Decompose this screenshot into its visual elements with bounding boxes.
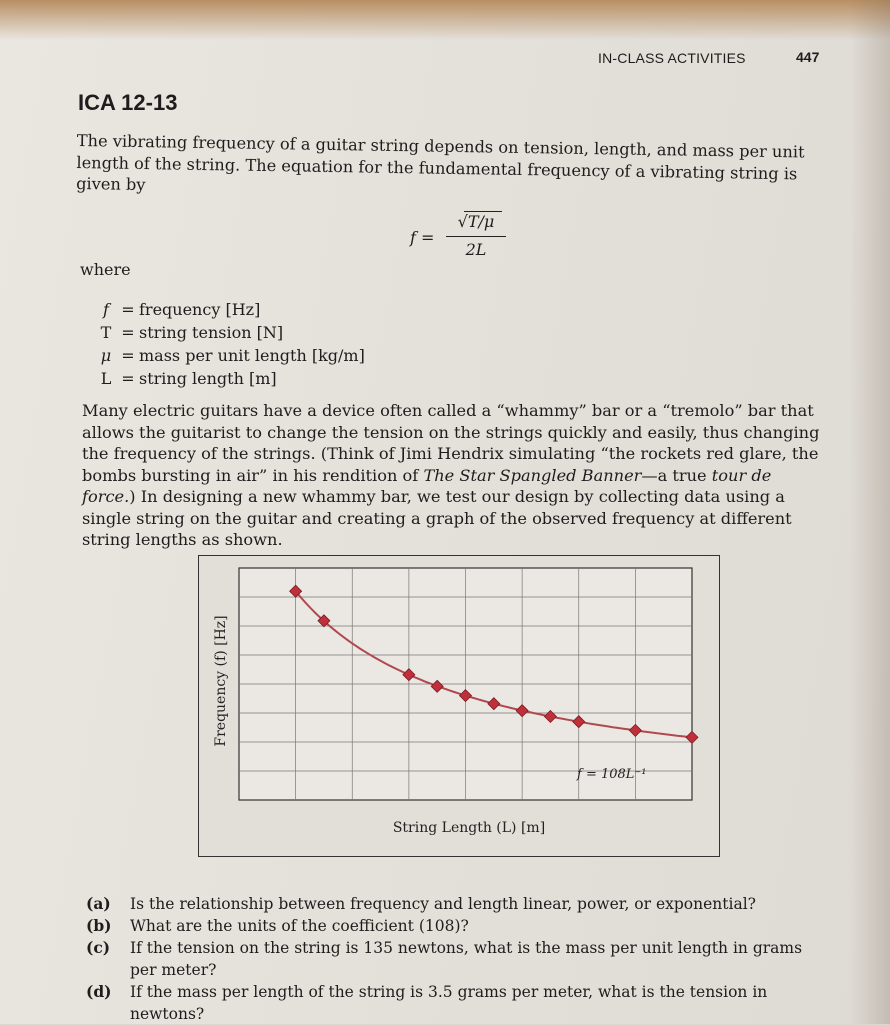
definition-symbol: μ xyxy=(100,346,112,365)
chart-canvas xyxy=(199,556,719,856)
page-curl-shadow xyxy=(850,0,890,1024)
definition-text: mass per unit length [kg/m] xyxy=(139,346,365,365)
definition-symbol: L xyxy=(100,369,112,388)
question-label: (c) xyxy=(86,938,111,957)
question-text: What are the units of the coefficient (108)? xyxy=(130,917,469,935)
body-italic-phrase: tour de force. xyxy=(82,465,772,506)
definition-symbol: f xyxy=(103,300,109,319)
definition-equals: = xyxy=(121,369,135,388)
running-header xyxy=(560,48,860,70)
definition-symbol: T xyxy=(100,323,112,342)
frequency-length-chart xyxy=(198,555,720,857)
formula-denominator: 2L xyxy=(465,240,487,259)
question-item xyxy=(86,893,826,915)
body-text-3: ) In designing a new whammy bar, we test our design by collecting data using a single string on the guitar and creating a graph of the observed frequency at different string lengths as shown. xyxy=(82,487,792,549)
section-label: IN-CLASS ACTIVITIES xyxy=(598,50,746,66)
fraction-bar xyxy=(446,236,506,237)
definition-row xyxy=(95,344,365,367)
formula-numerator: √T/μ xyxy=(457,212,495,231)
definition-row xyxy=(95,321,365,344)
definition-equals: = xyxy=(121,300,135,319)
definition-text: frequency [Hz] xyxy=(139,300,261,319)
definition-equals: = xyxy=(121,323,135,342)
intro-paragraph: The vibrating frequency of a guitar string depends on tension, length, and mass per unit length of the string. The equation for the fundamental frequency of a vibrating string is given by xyxy=(76,130,805,195)
x-axis-label: String Length (L) [m] xyxy=(392,820,546,836)
question-item xyxy=(86,981,826,1025)
question-item xyxy=(86,915,826,937)
definition-text: string tension [N] xyxy=(139,323,284,342)
activity-title: ICA 12-13 xyxy=(78,90,178,115)
question-text: If the mass per length of the string is 3.5 grams per meter, what is the tension in newtons? xyxy=(130,983,768,1023)
definition-row xyxy=(95,298,365,321)
question-label: (a) xyxy=(86,894,111,913)
where-label: where xyxy=(80,260,131,279)
frequency-formula xyxy=(410,210,520,264)
definition-row xyxy=(95,367,365,390)
variable-definitions xyxy=(95,298,365,390)
y-axis-label: Frequency (f) [Hz] xyxy=(213,615,229,747)
formula-lhs: f = xyxy=(410,228,435,247)
body-italic-title: The Star Spangled Banner xyxy=(423,465,642,485)
trendline-equation: f = 108L⁻¹ xyxy=(577,767,647,782)
definition-text: string length [m] xyxy=(139,369,277,388)
page-number: 447 xyxy=(796,49,820,65)
question-label: (d) xyxy=(86,982,112,1001)
body-text-2: —a true xyxy=(641,465,712,485)
page-edge-shadow xyxy=(0,0,890,40)
question-text: Is the relationship between frequency and length linear, power, or exponential? xyxy=(130,895,756,913)
question-text: If the tension on the string is 135 newtons, what is the mass per unit length in grams per meter? xyxy=(130,939,803,979)
body-text-1: Many electric guitars have a device often called a “whammy” bar or a “tremolo” bar that allows the guitarist to change the tension on the strings quickly and easily, thus changing the frequency of the strings. (Think of Jimi Hendrix simulating “the rockets red glare, the bombs bursting in air” in his rendition of xyxy=(82,401,820,485)
question-label: (b) xyxy=(86,916,112,935)
question-list xyxy=(86,893,826,1025)
definition-equals: = xyxy=(121,346,135,365)
whammy-bar-paragraph xyxy=(82,400,822,551)
question-item xyxy=(86,937,826,981)
